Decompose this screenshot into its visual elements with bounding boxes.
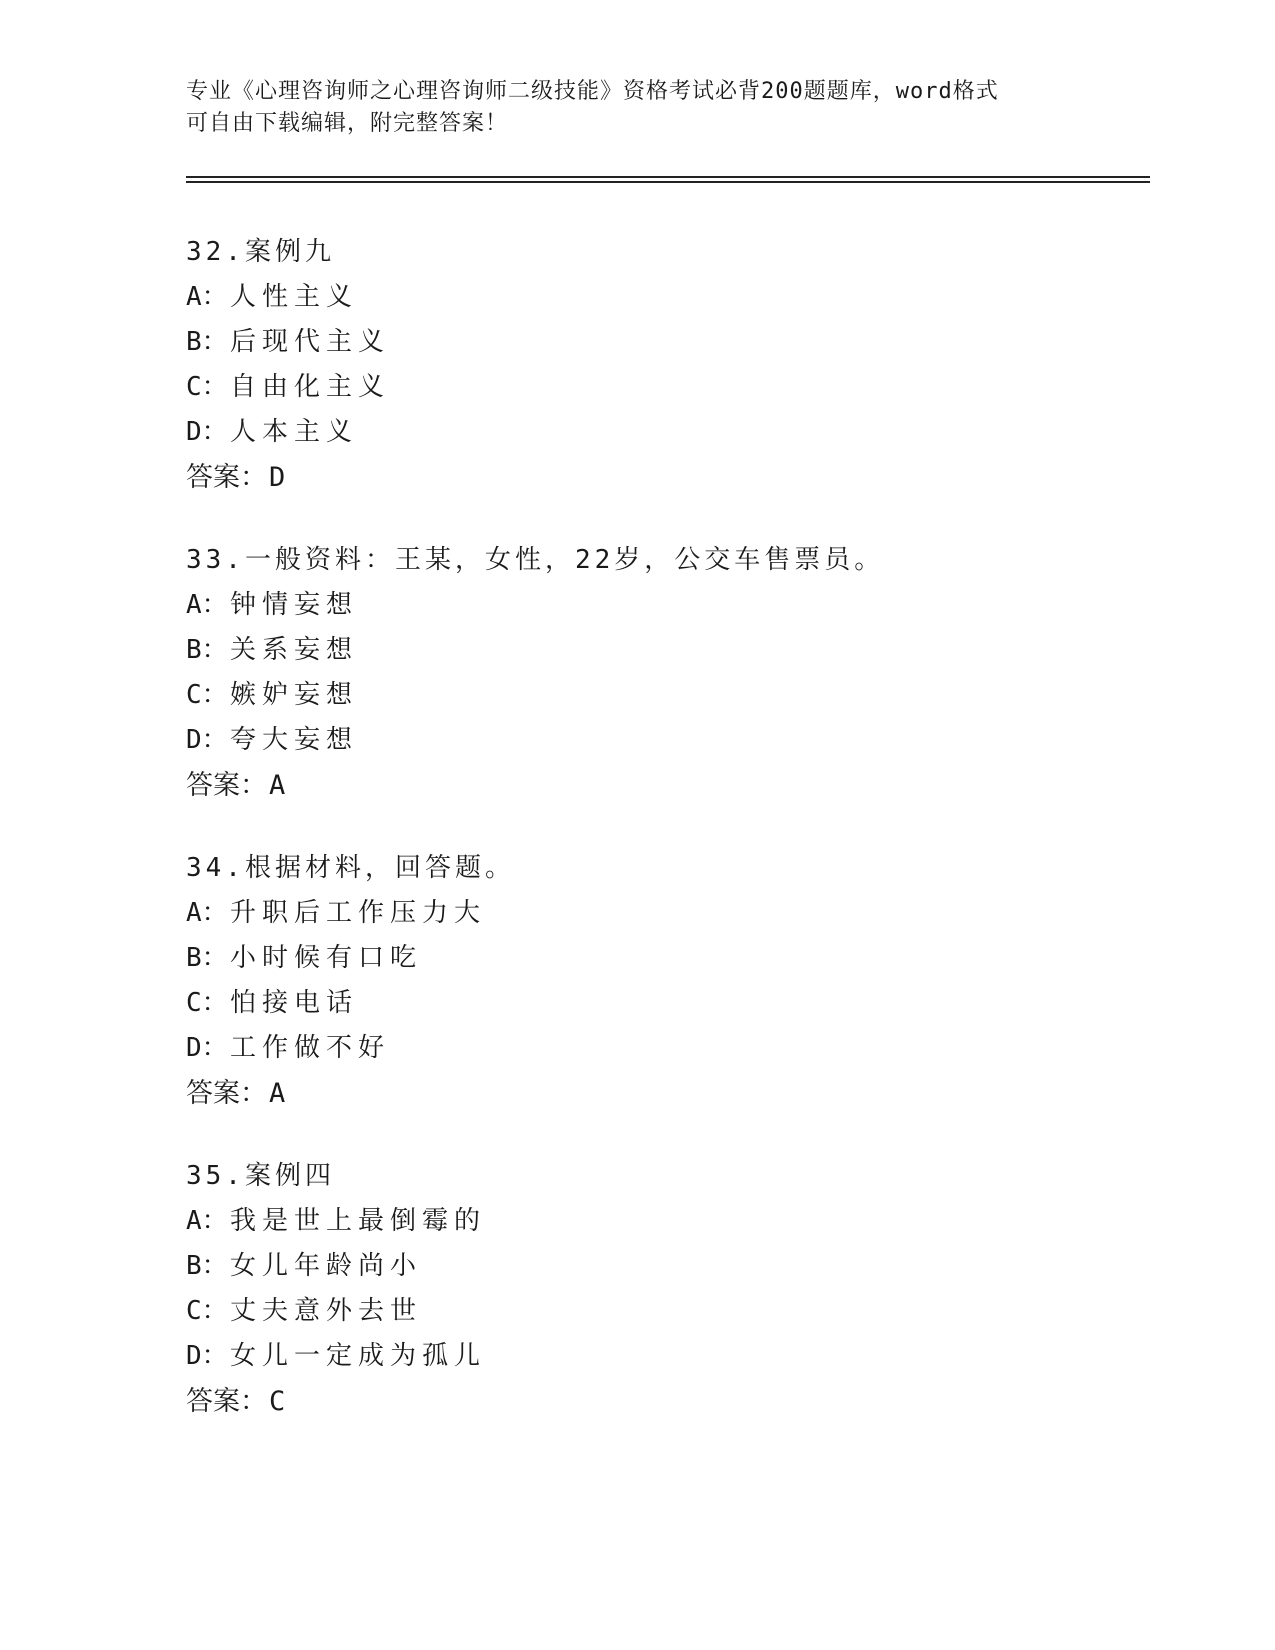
option-letter: D： — [186, 725, 228, 755]
option-b — [186, 320, 1146, 365]
option-letter: C： — [186, 1296, 228, 1326]
header-line-2: 可自由下载编辑，附完整答案！ — [186, 111, 509, 136]
option-text: 女儿一定成为孤儿 — [230, 1341, 487, 1371]
option-text: 我是世上最倒霉的 — [230, 1206, 487, 1236]
option-text: 嫉妒妄想 — [230, 680, 359, 710]
option-letter: D： — [186, 1341, 228, 1371]
option-letter: D： — [186, 1033, 228, 1063]
header-line-1: 专业《心理咨询师之心理咨询师二级技能》资格考试必背200题题库，word格式 — [186, 79, 999, 104]
option-letter: D： — [186, 417, 228, 447]
option-text: 人本主义 — [230, 417, 359, 447]
option-d — [186, 718, 1146, 763]
header-rule-bottom — [186, 181, 1150, 183]
option-letter: A： — [186, 590, 228, 620]
answer-label: 答案： — [186, 462, 267, 493]
header-rule-top — [186, 176, 1150, 178]
answer-line — [186, 455, 1146, 500]
option-text: 小时候有口吃 — [230, 943, 423, 973]
answer-label: 答案： — [186, 1078, 267, 1109]
option-text: 怕接电话 — [230, 988, 359, 1018]
answer-label: 答案： — [186, 1386, 267, 1417]
option-letter: A： — [186, 282, 228, 312]
option-b — [186, 628, 1146, 673]
answer-value: A — [269, 1078, 286, 1109]
option-text: 升职后工作压力大 — [230, 898, 487, 928]
option-letter: B： — [186, 1251, 228, 1281]
question-stem: 32.案例九 — [186, 237, 335, 267]
option-text: 丈夫意外去世 — [230, 1296, 423, 1326]
question-stem: 33.一般资料：王某，女性，22岁，公交车售票员。 — [186, 545, 885, 575]
question-34 — [186, 846, 1146, 1116]
answer-line — [186, 763, 1146, 808]
option-letter: A： — [186, 898, 228, 928]
option-d — [186, 410, 1146, 455]
option-text: 后现代主义 — [230, 327, 391, 357]
question-stem: 34.根据材料，回答题。 — [186, 853, 515, 883]
option-letter: B： — [186, 327, 228, 357]
answer-label: 答案： — [186, 770, 267, 801]
option-text: 女儿年龄尚小 — [230, 1251, 423, 1281]
option-text: 工作做不好 — [230, 1033, 391, 1063]
option-text: 钟情妄想 — [230, 590, 359, 620]
answer-value: A — [269, 770, 286, 801]
option-c — [186, 1289, 1146, 1334]
option-c — [186, 981, 1146, 1026]
option-b — [186, 1244, 1146, 1289]
option-c — [186, 673, 1146, 718]
option-text: 夸大妄想 — [230, 725, 359, 755]
option-text: 自由化主义 — [230, 372, 391, 402]
answer-line — [186, 1071, 1146, 1116]
option-c — [186, 365, 1146, 410]
option-text: 关系妄想 — [230, 635, 359, 665]
answer-value: D — [269, 462, 286, 493]
question-35 — [186, 1154, 1146, 1424]
option-letter: A： — [186, 1206, 228, 1236]
document-header — [186, 76, 1086, 140]
question-stem: 35.案例四 — [186, 1161, 335, 1191]
option-letter: C： — [186, 988, 228, 1018]
option-text: 人性主义 — [230, 282, 359, 312]
option-d — [186, 1026, 1146, 1071]
question-33 — [186, 538, 1146, 808]
option-a — [186, 275, 1146, 320]
option-letter: B： — [186, 635, 228, 665]
option-d — [186, 1334, 1146, 1379]
option-b — [186, 936, 1146, 981]
option-letter: C： — [186, 372, 228, 402]
option-a — [186, 583, 1146, 628]
option-a — [186, 891, 1146, 936]
answer-line — [186, 1379, 1146, 1424]
option-a — [186, 1199, 1146, 1244]
answer-value: C — [269, 1386, 286, 1417]
option-letter: C： — [186, 680, 228, 710]
question-32 — [186, 230, 1146, 500]
option-letter: B： — [186, 943, 228, 973]
